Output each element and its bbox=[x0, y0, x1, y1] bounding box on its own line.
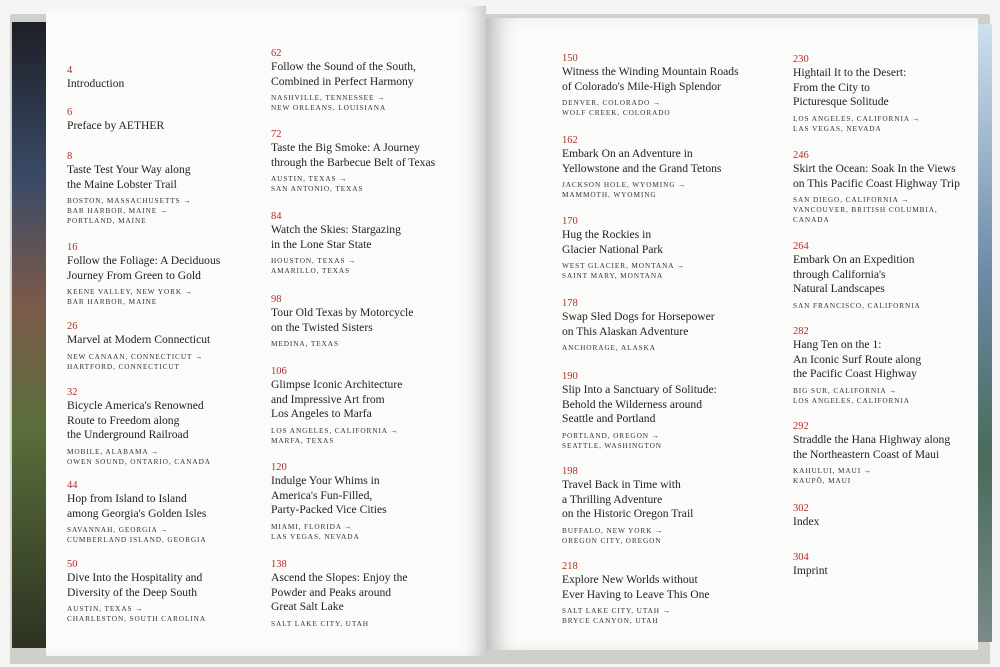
toc-page-number: 292 bbox=[793, 421, 809, 432]
toc-location-line: WOLF CREEK, COLORADO bbox=[562, 108, 671, 118]
toc-title-line: Dive Into the Hospitality and bbox=[67, 571, 203, 584]
toc-entry bbox=[67, 558, 287, 624]
toc-location-line: DENVER, COLORADO → bbox=[562, 98, 662, 108]
toc-locations bbox=[562, 606, 782, 626]
toc-title-line: America's Fun-Filled, bbox=[271, 488, 373, 502]
toc-location-line: BRYCE CANYON, UTAH bbox=[562, 616, 659, 626]
toc-page-number: 106 bbox=[271, 366, 287, 377]
toc-title-line: Marvel at Modern Connecticut bbox=[67, 333, 211, 346]
toc-page-number: 282 bbox=[793, 326, 809, 337]
toc-entry bbox=[562, 215, 782, 281]
toc-location-line: AUSTIN, TEXAS → bbox=[67, 604, 144, 614]
toc-page-number: 16 bbox=[67, 242, 78, 253]
toc-location-line: OREGON CITY, OREGON bbox=[562, 535, 662, 545]
toc-entry bbox=[562, 370, 782, 451]
toc-title-line: Party-Packed Vice Cities bbox=[271, 503, 387, 517]
toc-title-line: Embark On an Expedition bbox=[793, 253, 915, 266]
toc-page-number: 190 bbox=[562, 371, 578, 382]
toc-entry bbox=[271, 293, 491, 349]
toc-entry bbox=[67, 386, 287, 467]
toc-location-line: HOUSTON, TEXAS → bbox=[271, 256, 357, 266]
toc-locations bbox=[271, 426, 491, 446]
toc-page-number: 50 bbox=[67, 559, 78, 570]
toc-entry bbox=[793, 551, 1000, 579]
toc-location-line: SAN DIEGO, CALIFORNIA → bbox=[793, 195, 910, 205]
toc-location-line: PORTLAND, MAINE bbox=[67, 216, 147, 226]
toc-title-line: on This Pacific Coast Highway Trip bbox=[793, 176, 960, 190]
toc-title-line: Embark On an Adventure in bbox=[562, 147, 693, 160]
toc-title-line: Journey From Green to Gold bbox=[67, 268, 201, 282]
toc-title-line: Ascend the Slopes: Enjoy the bbox=[271, 571, 408, 584]
toc-title-line: Straddle the Hana Highway along bbox=[793, 433, 951, 446]
toc-title-line: the Maine Lobster Trail bbox=[67, 177, 177, 191]
toc-title-line: Powder and Peaks around bbox=[271, 585, 392, 599]
toc-locations bbox=[793, 301, 1000, 311]
toc-location-line: NEW CANAAN, CONNECTICUT → bbox=[67, 351, 204, 361]
toc-page-number: 8 bbox=[67, 151, 73, 162]
toc-entry bbox=[793, 53, 1000, 134]
toc-page-number: 170 bbox=[562, 216, 578, 227]
toc-title-line: An Iconic Surf Route along bbox=[793, 352, 922, 366]
toc-locations bbox=[793, 466, 1000, 486]
toc-entry bbox=[271, 128, 491, 194]
toc-location-line: KAHULUI, MAUI → bbox=[793, 466, 872, 476]
toc-location-line: BAR HARBOR, MAINE bbox=[67, 297, 158, 307]
toc-title-line: the Underground Railroad bbox=[67, 428, 189, 442]
toc-location-line: MARFA, TEXAS bbox=[271, 435, 335, 445]
toc-entry bbox=[793, 420, 1000, 486]
toc-title-line: Watch the Skies: Stargazing bbox=[271, 223, 401, 236]
toc-title-line: Picturesque Solitude bbox=[793, 95, 889, 109]
toc-page-number: 72 bbox=[271, 129, 282, 140]
toc-title-line: Behold the Wilderness around bbox=[562, 397, 703, 411]
toc-page-number: 162 bbox=[562, 135, 578, 146]
toc-entry bbox=[271, 558, 491, 629]
toc-page-number: 218 bbox=[562, 561, 578, 572]
toc-title-line: Slip Into a Sanctuary of Solitude: bbox=[562, 383, 717, 396]
toc-title-line: among Georgia's Golden Isles bbox=[67, 506, 207, 520]
toc-locations bbox=[67, 525, 287, 545]
toc-location-line: AUSTIN, TEXAS → bbox=[271, 174, 348, 184]
toc-locations bbox=[271, 339, 491, 349]
toc-page-number: 62 bbox=[271, 48, 282, 59]
toc-location-line: SEATTLE, WASHINGTON bbox=[562, 440, 662, 450]
toc-title-line: Ever Having to Leave This One bbox=[562, 587, 710, 601]
toc-locations bbox=[271, 522, 491, 542]
toc-page-number: 150 bbox=[562, 53, 578, 64]
toc-title-line: Witness the Winding Mountain Roads bbox=[562, 65, 739, 78]
toc-location-line: BIG SUR, CALIFORNIA → bbox=[793, 385, 898, 395]
toc-title-line: through the Barbecue Belt of Texas bbox=[271, 155, 436, 169]
toc-entry bbox=[67, 479, 287, 545]
toc-title-line: Great Salt Lake bbox=[271, 600, 344, 614]
toc-entry bbox=[793, 325, 1000, 406]
toc-title-line: and Impressive Art from bbox=[271, 392, 385, 406]
toc-title-line: Skirt the Ocean: Soak In the Views bbox=[793, 162, 956, 175]
toc-location-line: WEST GLACIER, MONTANA → bbox=[562, 261, 685, 271]
toc-entry bbox=[562, 297, 782, 353]
toc-entry bbox=[271, 210, 491, 276]
toc-locations bbox=[67, 287, 287, 307]
toc-location-line: MAMMOTH, WYOMING bbox=[562, 190, 657, 200]
toc-entry bbox=[271, 461, 491, 542]
toc-location-line: SAN ANTONIO, TEXAS bbox=[271, 184, 364, 194]
toc-title-line: through California's bbox=[793, 267, 886, 281]
toc-title-line: Yellowstone and the Grand Tetons bbox=[562, 161, 722, 175]
toc-title-line: on This Alaskan Adventure bbox=[562, 324, 689, 338]
toc-entry bbox=[793, 502, 1000, 530]
toc-location-line: CANADA bbox=[793, 215, 830, 225]
toc-title-line: Explore New Worlds without bbox=[562, 573, 698, 586]
toc-page-number: 98 bbox=[271, 294, 282, 305]
toc-location-line: MIAMI, FLORIDA → bbox=[271, 521, 353, 531]
toc-location-line: AMARILLO, TEXAS bbox=[271, 266, 351, 276]
toc-title-line: From the City to bbox=[793, 80, 870, 94]
toc-title-line: Index bbox=[793, 515, 820, 528]
toc-page-number: 6 bbox=[67, 107, 73, 118]
toc-location-line: SALT LAKE CITY, UTAH bbox=[271, 618, 369, 628]
toc-location-line: LAS VEGAS, NEVADA bbox=[793, 123, 882, 133]
toc-title-line: Glacier National Park bbox=[562, 242, 664, 256]
toc-page-number: 304 bbox=[793, 552, 809, 563]
toc-entry bbox=[562, 465, 782, 546]
toc-title-line: Hop from Island to Island bbox=[67, 492, 187, 505]
toc-location-line: MOBILE, ALABAMA → bbox=[67, 446, 160, 456]
toc-locations bbox=[67, 196, 287, 226]
toc-locations bbox=[271, 93, 491, 113]
toc-locations bbox=[67, 352, 287, 372]
toc-location-line: HARTFORD, CONNECTICUT bbox=[67, 361, 180, 371]
toc-location-line: SALT LAKE CITY, UTAH → bbox=[562, 606, 671, 616]
toc-entry bbox=[562, 134, 782, 200]
toc-locations bbox=[271, 619, 491, 629]
toc-location-line: CUMBERLAND ISLAND, GEORGIA bbox=[67, 535, 207, 545]
toc-location-line: NEW ORLEANS, LOUISIANA bbox=[271, 103, 387, 113]
toc-title-line: Travel Back in Time with bbox=[562, 478, 681, 491]
toc-page-number: 120 bbox=[271, 462, 287, 473]
toc-locations bbox=[562, 431, 782, 451]
toc-entry bbox=[562, 52, 782, 118]
toc-title-line: Follow the Foliage: A Deciduous bbox=[67, 254, 221, 267]
toc-location-line: KEENE VALLEY, NEW YORK → bbox=[67, 287, 193, 297]
toc-title-line: on the Historic Oregon Trail bbox=[562, 507, 694, 521]
toc-page-number: 178 bbox=[562, 298, 578, 309]
toc-page-number: 264 bbox=[793, 241, 809, 252]
toc-title-line: Tour Old Texas by Motorcycle bbox=[271, 306, 414, 319]
toc-location-line: BAR HARBOR, MAINE → bbox=[67, 206, 169, 216]
toc-location-line: NASHVILLE, TENNESSEE → bbox=[271, 93, 386, 103]
toc-location-line: JACKSON HOLE, WYOMING → bbox=[562, 180, 687, 190]
toc-locations bbox=[793, 114, 1000, 134]
toc-title-line: Hug the Rockies in bbox=[562, 228, 652, 241]
toc-entry bbox=[562, 560, 782, 626]
toc-location-line: KAUPŌ, MAUI bbox=[793, 476, 852, 486]
toc-entry bbox=[67, 241, 287, 307]
toc-locations bbox=[67, 604, 287, 624]
toc-page-number: 84 bbox=[271, 211, 282, 222]
toc-entry bbox=[793, 240, 1000, 311]
toc-location-line: ANCHORAGE, ALASKA bbox=[562, 343, 656, 353]
toc-title-line: Indulge Your Whims in bbox=[271, 474, 380, 487]
toc-location-line: LOS ANGELES, CALIFORNIA → bbox=[793, 113, 921, 123]
toc-title-line: Imprint bbox=[793, 564, 828, 577]
toc-locations bbox=[793, 386, 1000, 406]
toc-title-line: Follow the Sound of the South, bbox=[271, 60, 416, 73]
toc-title-line: Taste the Big Smoke: A Journey bbox=[271, 141, 420, 154]
toc-title-line: Los Angeles to Marfa bbox=[271, 407, 372, 421]
toc-locations bbox=[562, 526, 782, 546]
book-cover-edge-left bbox=[12, 22, 46, 648]
toc-location-line: SAN FRANCISCO, CALIFORNIA bbox=[793, 300, 921, 310]
toc-entry bbox=[67, 320, 287, 372]
toc-locations bbox=[271, 174, 491, 194]
toc-page-number: 246 bbox=[793, 150, 809, 161]
toc-title-line: Glimpse Iconic Architecture bbox=[271, 378, 403, 391]
toc-title-line: of Colorado's Mile-High Splendor bbox=[562, 79, 721, 93]
toc-location-line: BOSTON, MASSACHUSETTS → bbox=[67, 196, 192, 206]
toc-page-number: 230 bbox=[793, 54, 809, 65]
toc-location-line: BUFFALO, NEW YORK → bbox=[562, 525, 664, 535]
toc-location-line: SAINT MARY, MONTANA bbox=[562, 271, 664, 281]
toc-title-line: Hang Ten on the 1: bbox=[793, 338, 882, 351]
toc-title-line: Bicycle America's Renowned bbox=[67, 399, 204, 412]
toc-location-line: LOS ANGELES, CALIFORNIA → bbox=[271, 425, 399, 435]
toc-locations bbox=[793, 195, 1000, 225]
toc-title-line: Combined in Perfect Harmony bbox=[271, 74, 414, 88]
toc-page-number: 26 bbox=[67, 321, 78, 332]
toc-title-line: Taste Test Your Way along bbox=[67, 163, 191, 176]
toc-entry bbox=[271, 365, 491, 446]
toc-locations bbox=[562, 98, 782, 118]
toc-title-line: Seattle and Portland bbox=[562, 412, 656, 426]
toc-page-number: 44 bbox=[67, 480, 78, 491]
toc-locations bbox=[271, 256, 491, 276]
toc-title-line: the Northeastern Coast of Maui bbox=[793, 447, 940, 461]
toc-entry bbox=[793, 149, 1000, 225]
toc-entry bbox=[67, 64, 287, 92]
toc-location-line: LAS VEGAS, NEVADA bbox=[271, 531, 360, 541]
toc-location-line: VANCOUVER, BRITISH COLUMBIA, bbox=[793, 205, 938, 215]
toc-title-line: a Thrilling Adventure bbox=[562, 492, 663, 506]
toc-title-line: Preface by AETHER bbox=[67, 119, 165, 132]
toc-locations bbox=[67, 447, 287, 467]
toc-page-number: 32 bbox=[67, 387, 78, 398]
toc-location-line: CHARLESTON, SOUTH CAROLINA bbox=[67, 614, 207, 624]
toc-location-line: MEDINA, TEXAS bbox=[271, 339, 339, 349]
toc-title-line: Swap Sled Dogs for Horsepower bbox=[562, 310, 715, 323]
toc-title-line: in the Lone Star State bbox=[271, 237, 372, 251]
toc-location-line: PORTLAND, OREGON → bbox=[562, 430, 660, 440]
toc-page-number: 198 bbox=[562, 466, 578, 477]
toc-page-number: 138 bbox=[271, 559, 287, 570]
toc-title-line: Hightail It to the Desert: bbox=[793, 66, 907, 79]
toc-entry bbox=[67, 106, 287, 134]
toc-location-line: LOS ANGELES, CALIFORNIA bbox=[793, 395, 910, 405]
toc-page-number: 302 bbox=[793, 503, 809, 514]
toc-title-line: the Pacific Coast Highway bbox=[793, 367, 917, 381]
toc-page-number: 4 bbox=[67, 65, 73, 76]
toc-entry bbox=[271, 47, 491, 113]
toc-title-line: Diversity of the Deep South bbox=[67, 585, 198, 599]
toc-location-line: SAVANNAH, GEORGIA → bbox=[67, 525, 169, 535]
toc-title-line: Route to Freedom along bbox=[67, 413, 180, 427]
toc-locations bbox=[562, 343, 782, 353]
toc-title-line: Introduction bbox=[67, 77, 125, 90]
toc-entry bbox=[67, 150, 287, 226]
toc-title-line: Natural Landscapes bbox=[793, 282, 885, 296]
toc-locations bbox=[562, 180, 782, 200]
toc-title-line: on the Twisted Sisters bbox=[271, 320, 373, 334]
toc-location-line: OWEN SOUND, ONTARIO, CANADA bbox=[67, 456, 211, 466]
toc-locations bbox=[562, 261, 782, 281]
